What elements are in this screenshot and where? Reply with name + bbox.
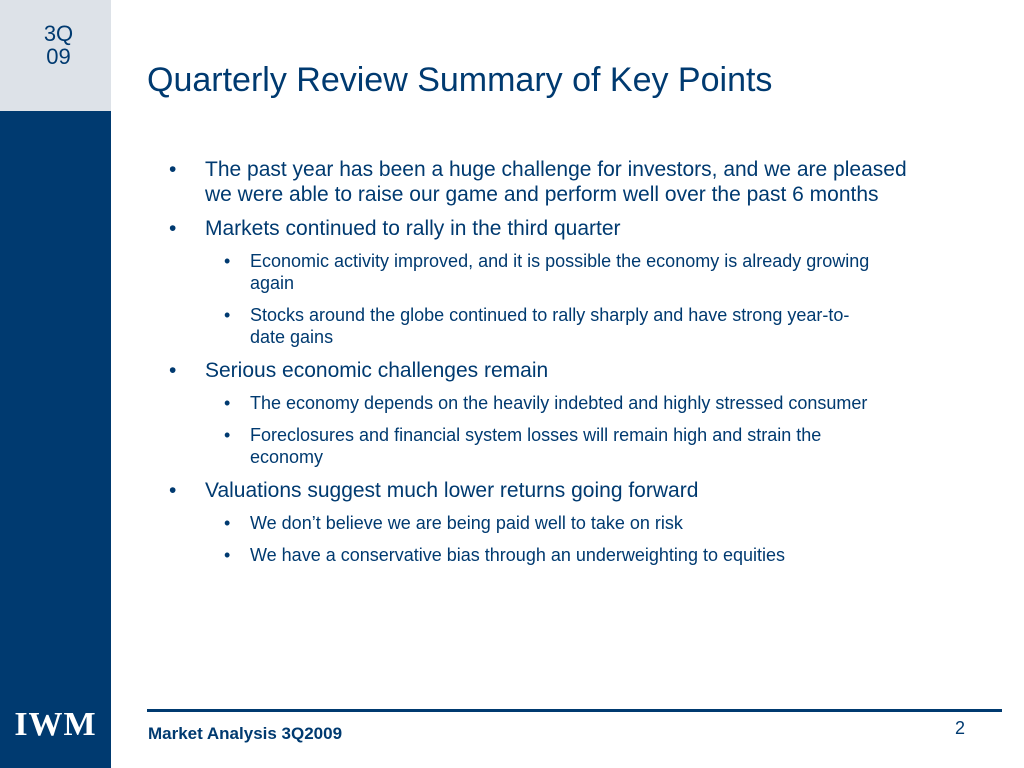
sub-bullet-item: • We have a conservative bias through an underweighting to equities	[212, 544, 870, 566]
footer-divider	[147, 709, 1002, 712]
bullet-list	[167, 157, 937, 576]
quarter-label	[0, 22, 117, 68]
sub-bullet-item: • Stocks around the globe continued to rally sharply and have strong year-to-date gains	[212, 304, 870, 348]
quarter-badge	[0, 0, 111, 111]
sub-bullet-item: • Economic activity improved, and it is possible the economy is already growing again	[212, 250, 870, 294]
page-number: 2	[955, 718, 966, 738]
bullet-item: • The past year has been a huge challenge for investors, and we are pleased we were able to raise our game and perform well over the past 6 months	[167, 157, 937, 207]
footer-label: Market Analysis 3Q2009	[148, 724, 343, 743]
sub-bullet-item: • We don’t believe we are being paid well to take on risk	[212, 512, 870, 534]
bullet-item: • Valuations suggest much lower returns going forward	[167, 478, 937, 503]
year-text: 09	[46, 44, 71, 69]
sidebar	[0, 0, 111, 768]
sub-bullet-item: • The economy depends on the heavily indebted and highly stressed consumer	[212, 392, 870, 414]
bullet-item: • Markets continued to rally in the third quarter	[167, 216, 937, 241]
slide-title: Quarterly Review Summary of Key Points	[147, 61, 773, 99]
sub-bullet-item: • Foreclosures and financial system losses will remain high and strain the economy	[212, 424, 870, 468]
bullet-item: • Serious economic challenges remain	[167, 358, 937, 383]
iwm-logo: IWM	[14, 706, 97, 743]
quarter-text: 3Q	[43, 21, 74, 46]
